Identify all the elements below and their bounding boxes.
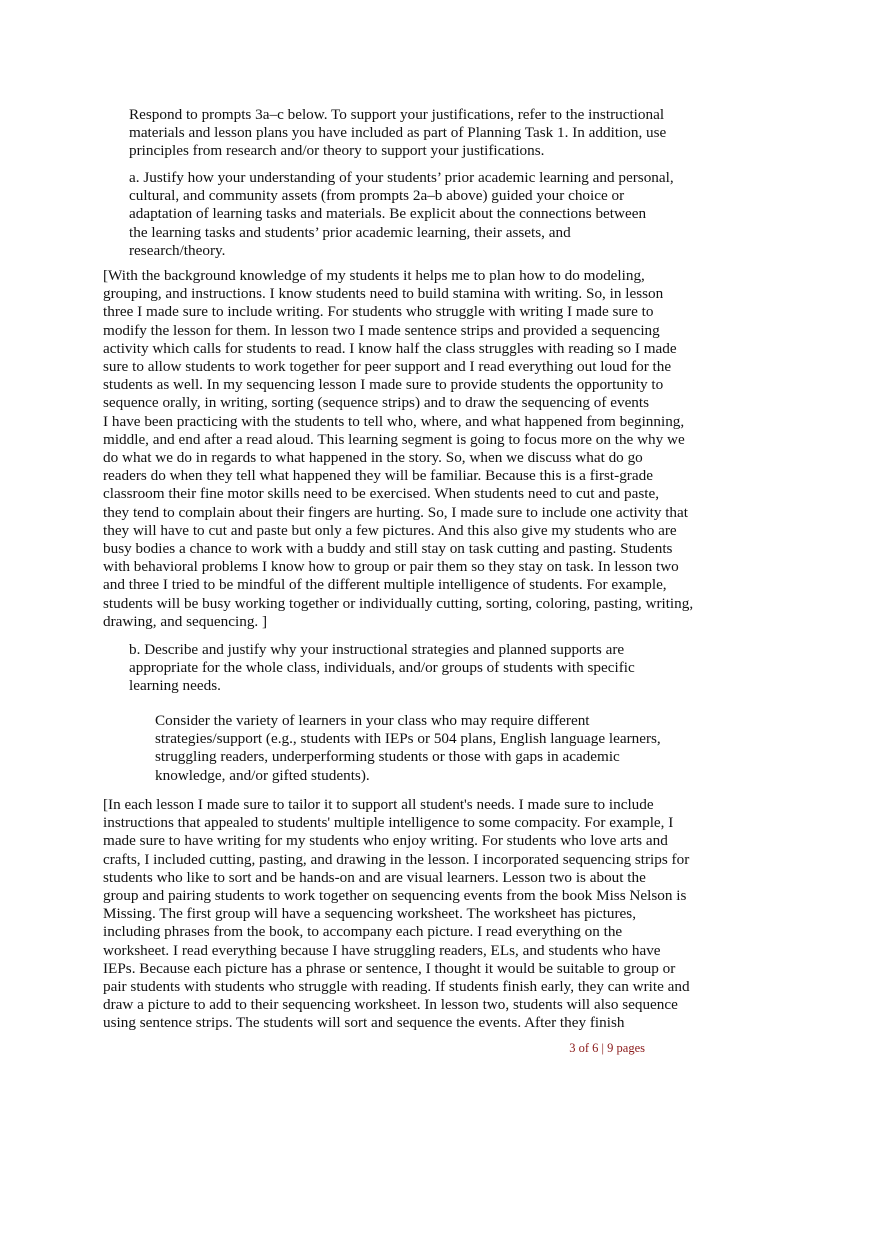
text-line: b. Describe and justify why your instructional strategies and planned supports are	[129, 641, 625, 658]
text-line: crafts, I included cutting, pasting, and drawing in the lesson. I incorporated sequencing strips for	[103, 850, 690, 868]
response-3a	[103, 267, 728, 631]
text-line: appropriate for the whole class, individuals, and/or groups of students with specific	[129, 659, 635, 677]
text-line: Respond to prompts 3a–c below. To support your justifications, refer to the instructional	[129, 106, 665, 123]
text-line: Consider the variety of learners in your class who may require different	[155, 712, 590, 729]
text-line: research/theory.	[129, 241, 226, 259]
text-line: and three I tried to be mindful of the different multiple intelligence of students. For example,	[103, 576, 667, 594]
text-line: the learning tasks and students’ prior academic learning, their assets, and	[129, 223, 571, 241]
text-line: classroom their fine motor skills need to be exercised. When students need to cut and paste,	[103, 485, 660, 503]
page-footer: 3 of 6 | 9 pages	[569, 1041, 645, 1055]
text-line: with behavioral problems I know how to group or pair them so they stay on task. In lesson two	[103, 558, 679, 576]
text-line: including phrases from the book, to accompany each picture. I read everything on the	[103, 923, 623, 941]
text-line: knowledge, and/or gifted students).	[155, 766, 370, 784]
text-line: students who like to sort and be hands-on and are visual learners. Lesson two is about the	[103, 868, 646, 886]
text-line: grouping, and instructions. I know students need to build stamina with writing. So, in lesson	[103, 285, 664, 303]
text-line: drawing, and sequencing. ]	[103, 612, 268, 630]
text-line: principles from research and/or theory to support your justifications.	[129, 142, 545, 160]
text-line: Missing. The first group will have a sequencing worksheet. The worksheet has pictures,	[103, 905, 636, 923]
text-line: [With the background knowledge of my students it helps me to plan how to do modeling,	[103, 267, 645, 284]
prompt-3b	[129, 641, 729, 696]
text-line: three I made sure to include writing. For students who struggle with writing I made sure to	[103, 303, 654, 321]
text-line: they tend to complain about their fingers are hurting. So, I made sure to include one activity that	[103, 503, 688, 521]
text-line: activity which calls for students to read. I know half the class struggles with reading so I made	[103, 339, 677, 357]
text-line: learning needs.	[129, 677, 221, 695]
text-line: strategies/support (e.g., students with IEPs or 504 plans, English language learners,	[155, 730, 661, 748]
text-line: sequence orally, in writing, sorting (sequence strips) and to draw the sequencing of events	[103, 394, 650, 412]
text-line: using sentence strips. The students will sort and sequence the events. After they finish	[103, 1014, 625, 1032]
text-line: they will have to cut and paste but only a few pictures. And this also give my students who are	[103, 521, 677, 539]
text-line: students will be busy working together or individually cutting, sorting, coloring, pasting, writing,	[103, 594, 694, 612]
text-line: IEPs. Because each picture has a phrase or sentence, I thought it would be suitable to group or	[103, 959, 676, 977]
text-line: struggling readers, underperforming students or those with gaps in academic	[155, 748, 620, 766]
text-line: I have been practicing with the students to tell who, where, and what happened from beginning,	[103, 412, 685, 430]
text-line: cultural, and community assets (from prompts 2a–b above) guided your choice or	[129, 187, 625, 205]
text-line: worksheet. I read everything because I have struggling readers, ELs, and students who have	[103, 941, 661, 959]
text-line: [In each lesson I made sure to tailor it to support all student's needs. I made sure to include	[103, 796, 654, 813]
text-line: group and pairing students to work together on sequencing events from the book Miss Nelson is	[103, 887, 687, 905]
text-line: materials and lesson plans you have included as part of Planning Task 1. In addition, use	[129, 124, 667, 142]
text-line: busy bodies a chance to work with a buddy and still stay on task cutting and pasting. Students	[103, 540, 673, 558]
prompt-3b-consider	[155, 712, 715, 785]
text-line: modify the lesson for them. In lesson two I made sentence strips and provided a sequencing	[103, 321, 660, 339]
text-line: middle, and end after a read aloud. This learning segment is going to focus more on the why we	[103, 430, 685, 448]
text-line: pair students with students who struggle with reading. If students finish early, they can write and	[103, 978, 690, 996]
text-line: draw a picture to add to their sequencing worksheet. In lesson two, students will also sequence	[103, 996, 678, 1014]
text-line: adaptation of learning tasks and materials. Be explicit about the connections between	[129, 205, 647, 223]
response-3b	[103, 796, 728, 1033]
text-line: instructions that appealed to students' multiple intelligence to some compacity. For example, I	[103, 814, 674, 832]
text-line: sure to allow students to work together for peer support and I read everything out loud for the	[103, 358, 672, 376]
prompt-3a	[129, 169, 729, 260]
prompt-intro	[129, 106, 729, 161]
text-line: do what we do in regards to what happened in the story. So, when we discuss what do go	[103, 449, 643, 467]
text-line: made sure to have writing for my students who enjoy writing. For students who love arts and	[103, 832, 668, 850]
text-line: students as well. In my sequencing lesson I made sure to provide students the opportunity to	[103, 376, 664, 394]
text-line: readers do when they tell what happened they will be familiar. Because this is a first-grade	[103, 467, 653, 485]
text-line: a. Justify how your understanding of your students’ prior academic learning and personal,	[129, 169, 674, 186]
